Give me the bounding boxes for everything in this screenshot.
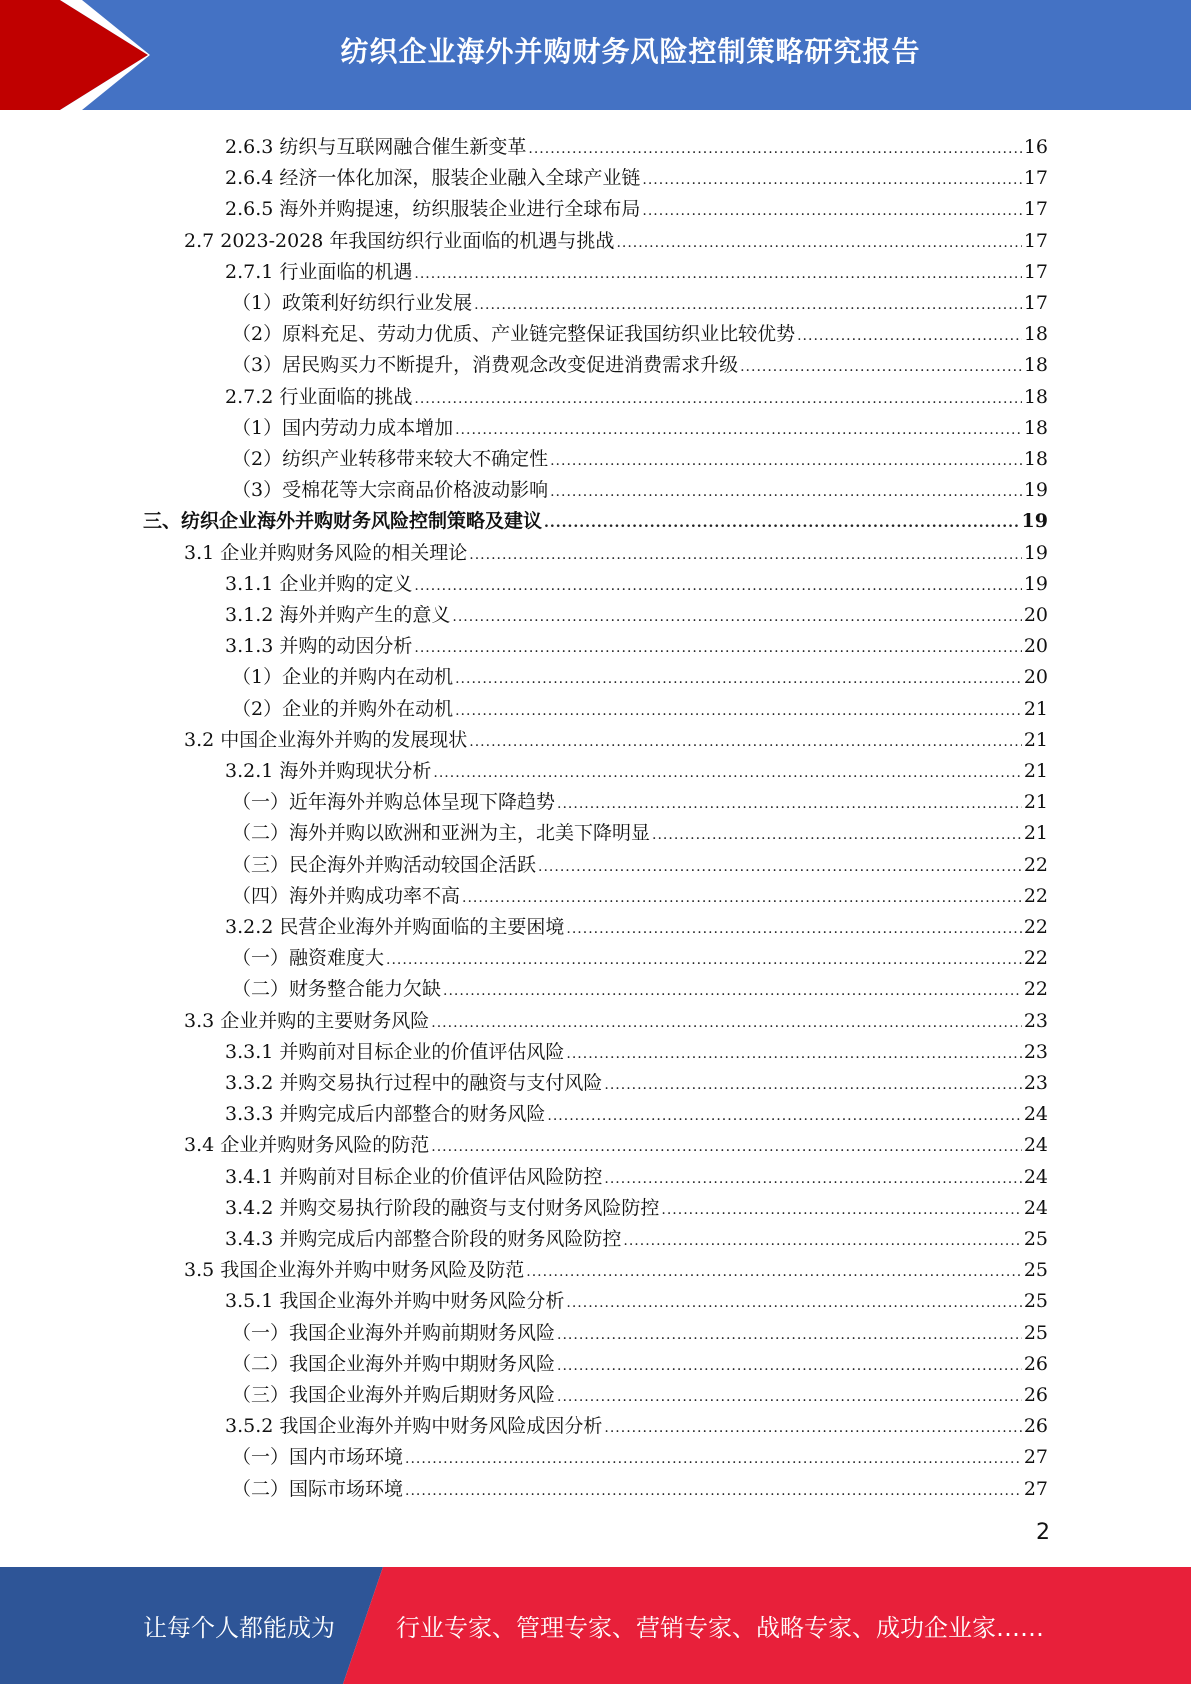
toc-entry[interactable] (225, 1407, 1048, 1438)
toc-dot-leader (386, 950, 1022, 970)
toc-entry[interactable] (225, 128, 1048, 159)
toc-dot-leader (566, 919, 1021, 939)
toc-dot-leader (528, 139, 1021, 159)
toc-entry[interactable] (225, 378, 1048, 409)
toc-dot-leader (455, 701, 1022, 721)
toc-entry[interactable] (225, 1158, 1048, 1189)
toc-entry[interactable] (232, 471, 1048, 502)
toc-entry-title: 3.3.3 并购完成后内部整合的财务风险 (225, 1103, 546, 1126)
toc-entry[interactable] (232, 877, 1048, 908)
toc-entry-page: 22 (1023, 916, 1048, 938)
toc-dot-leader (452, 607, 1021, 627)
toc-entry[interactable] (184, 1126, 1048, 1157)
toc-entry[interactable] (184, 1251, 1048, 1282)
toc-entry-page: 24 (1023, 1165, 1048, 1188)
toc-entry-title: 3.2.1 海外并购现状分析 (225, 760, 432, 782)
toc-entry-title: （2）原料充足、劳动力优质、产业链完整保证我国纺织业比较优势 (232, 323, 796, 346)
toc-entry-page: 21 (1023, 791, 1048, 814)
toc-entry[interactable] (225, 159, 1048, 190)
toc-dot-leader (623, 1231, 1021, 1251)
toc-entry-page: 20 (1023, 604, 1048, 626)
toc-entry-page: 25 (1023, 1228, 1048, 1250)
toc-dot-leader (469, 545, 1022, 565)
toc-dot-leader (433, 763, 1021, 783)
toc-entry-page: 23 (1023, 1072, 1048, 1094)
toc-entry-title: 2.6.5 海外并购提速，纺织服装企业进行全球布局 (225, 198, 641, 221)
toc-entry-title: 3.3.2 并购交易执行过程中的融资与支付风险 (225, 1072, 603, 1094)
toc-entry-page: 21 (1023, 728, 1048, 751)
toc-entry-title: （四）海外并购成功率不高 (232, 884, 461, 907)
toc-entry-page: 25 (1023, 1259, 1048, 1282)
toc-entry[interactable] (232, 409, 1048, 440)
toc-dot-leader (566, 1044, 1021, 1064)
toc-entry[interactable] (225, 1189, 1048, 1220)
toc-dot-leader (526, 1262, 1022, 1282)
toc-entry-title: （1）国内劳动力成本增加 (232, 416, 454, 439)
toc-entry-page: 27 (1023, 1477, 1048, 1500)
toc-entry-page: 23 (1023, 1040, 1048, 1063)
toc-entry-title: 3.5.2 我国企业海外并购中财务风险成因分析 (225, 1415, 603, 1438)
toc-dot-leader (557, 794, 1022, 814)
toc-entry-page: 21 (1023, 697, 1048, 720)
toc-entry[interactable] (232, 1470, 1048, 1501)
toc-entry-page: 21 (1023, 822, 1048, 845)
toc-entry[interactable] (225, 1064, 1048, 1095)
footer-slogan-right: 行业专家、管理专家、营销专家、战略专家、成功企业家…… (396, 1614, 1044, 1642)
toc-entry[interactable] (232, 1314, 1048, 1345)
toc-entry-page: 22 (1023, 947, 1048, 970)
toc-entry-title: （二）我国企业海外并购中期财务风险 (232, 1352, 556, 1375)
toc-entry-page: 26 (1023, 1384, 1048, 1406)
toc-dot-leader (538, 857, 1022, 877)
toc-entry-page: 25 (1023, 1290, 1048, 1313)
toc-entry[interactable] (225, 752, 1048, 783)
toc-entry-page: 26 (1023, 1415, 1048, 1438)
toc-entry-title: 3.3.1 并购前对目标企业的价值评估风险 (225, 1040, 565, 1063)
toc-dot-leader (661, 1200, 1021, 1220)
toc-entry-title: 三、纺织企业海外并购财务风险控制策略及建议 (143, 510, 543, 533)
toc-dot-leader (431, 1013, 1022, 1033)
toc-entry[interactable] (232, 939, 1048, 970)
toc-entry-title: （一）国内市场环境 (232, 1446, 404, 1469)
toc-dot-leader (414, 638, 1021, 658)
toc-entry[interactable] (225, 190, 1048, 221)
toc-entry-title: 2.7.2 行业面临的挑战 (225, 385, 413, 408)
toc-entry-page: 17 (1023, 292, 1048, 314)
toc-dot-leader (547, 1106, 1021, 1126)
toc-dot-leader (405, 1481, 1022, 1501)
toc-entry-title: （一）融资难度大 (232, 947, 385, 970)
toc-entry[interactable] (232, 284, 1048, 315)
toc-entry[interactable] (184, 222, 1048, 253)
header-banner (0, 0, 1191, 110)
toc-dot-leader (566, 1293, 1021, 1313)
toc-entry-title: 3.5.1 我国企业海外并购中财务风险分析 (225, 1290, 565, 1313)
toc-dot-leader (544, 513, 1020, 533)
toc-entry-title: 3.4.1 并购前对目标企业的价值评估风险防控 (225, 1165, 603, 1188)
toc-dot-leader (652, 825, 1022, 845)
toc-entry[interactable] (232, 1376, 1048, 1407)
toc-entry-title: 3.1 企业并购财务风险的相关理论 (184, 541, 468, 564)
toc-dot-leader (469, 732, 1022, 752)
toc-dot-leader (443, 981, 1022, 1001)
toc-dot-leader (414, 389, 1021, 409)
toc-entry-page: 17 (1023, 260, 1048, 283)
toc-entry-page: 24 (1023, 1196, 1048, 1219)
toc-entry-page: 19 (1023, 572, 1048, 595)
toc-dot-leader (557, 1356, 1022, 1376)
toc-entry-page: 17 (1023, 167, 1048, 190)
toc-entry-page: 22 (1023, 853, 1048, 876)
toc-dot-leader (462, 888, 1022, 908)
toc-entry-page: 22 (1023, 978, 1048, 1001)
toc-dot-leader (550, 482, 1022, 502)
toc-dot-leader (642, 170, 1021, 190)
toc-entry-title: （三）民企海外并购活动较国企活跃 (232, 853, 537, 876)
toc-entry[interactable] (184, 1002, 1048, 1033)
toc-dot-leader (557, 1325, 1022, 1345)
toc-entry-page: 16 (1023, 136, 1048, 158)
toc-entry-title: 3.1.3 并购的动因分析 (225, 635, 413, 658)
toc-entry-title: （3）居民购买力不断提升，消费观念改变促进消费需求升级 (232, 354, 739, 377)
toc-dot-leader (604, 1169, 1021, 1189)
toc-dot-leader (642, 201, 1021, 221)
toc-entry-title: （一）近年海外并购总体呈现下降趋势 (232, 791, 556, 814)
toc-dot-leader (550, 451, 1022, 471)
toc-entry-title: 3.4.3 并购完成后内部整合阶段的财务风险防控 (225, 1228, 622, 1250)
toc-entry[interactable] (225, 1220, 1048, 1251)
toc-entry-page: 18 (1023, 385, 1048, 408)
toc-entry-title: 3.2.2 民营企业海外并购面临的主要困境 (225, 916, 565, 938)
toc-entry-title: （二）国际市场环境 (232, 1477, 404, 1500)
toc-dot-leader (740, 357, 1022, 377)
toc-dot-leader (455, 420, 1022, 440)
toc-entry-page: 18 (1023, 354, 1048, 377)
toc-entry[interactable] (232, 970, 1048, 1001)
toc-entry-title: （一）我国企业海外并购前期财务风险 (232, 1321, 556, 1344)
toc-entry[interactable] (225, 565, 1048, 596)
toc-entry[interactable] (232, 783, 1048, 814)
toc-dot-leader (616, 233, 1021, 253)
toc-entry-page: 19 (1023, 541, 1048, 564)
toc-entry[interactable] (143, 502, 1048, 533)
toc-entry[interactable] (232, 315, 1048, 346)
toc-entry[interactable] (225, 1033, 1048, 1064)
toc-dot-leader (414, 264, 1021, 284)
toc-entry-title: （二）海外并购以欧洲和亚洲为主，北美下降明显 (232, 822, 651, 845)
toc-entry-page: 21 (1023, 760, 1048, 782)
toc-entry-page: 17 (1023, 229, 1048, 252)
toc-entry[interactable] (232, 440, 1048, 471)
toc-entry-title: 3.4.2 并购交易执行阶段的融资与支付财务风险防控 (225, 1196, 660, 1219)
toc-entry[interactable] (225, 1282, 1048, 1313)
toc-entry-title: 2.6.4 经济一体化加深，服装企业融入全球产业链 (225, 167, 641, 190)
toc-entry-title: 3.1.1 企业并购的定义 (225, 572, 413, 595)
toc-entry-page: 19 (1023, 479, 1048, 502)
toc-dot-leader (797, 326, 1022, 346)
toc-dot-leader (431, 1137, 1022, 1157)
toc-entry[interactable] (225, 1095, 1048, 1126)
toc-entry-title: 3.2 中国企业海外并购的发展现状 (184, 728, 468, 751)
toc-entry[interactable] (232, 658, 1048, 689)
toc-entry-title: （2）纺织产业转移带来较大不确定性 (232, 448, 549, 470)
toc-entry-title: 3.3 企业并购的主要财务风险 (184, 1009, 430, 1032)
toc-entry-title: （1）企业的并购内在动机 (232, 666, 454, 689)
toc-dot-leader (474, 295, 1022, 315)
toc-entry-title: （2）企业的并购外在动机 (232, 697, 454, 720)
toc-entry[interactable] (225, 627, 1048, 658)
toc-entry-title: 3.4 企业并购财务风险的防范 (184, 1134, 430, 1157)
toc-entry-page: 19 (1021, 510, 1048, 533)
toc-entry-title: 3.1.2 海外并购产生的意义 (225, 604, 451, 626)
toc-entry-page: 17 (1023, 198, 1048, 221)
toc-entry-title: （二）财务整合能力欠缺 (232, 978, 442, 1001)
report-title: 纺织企业海外并购财务风险控制策略研究报告 (340, 35, 921, 68)
toc-entry-page: 24 (1023, 1103, 1048, 1126)
footer-slogan-left: 让每个人都能成为 (143, 1614, 335, 1642)
toc-entry[interactable] (184, 534, 1048, 565)
toc-entry-title: 3.5 我国企业海外并购中财务风险及防范 (184, 1259, 525, 1282)
toc-entry-page: 18 (1023, 416, 1048, 439)
footer-banner (0, 1567, 1191, 1684)
toc-entry-title: 2.7 2023-2028 年我国纺织行业面临的机遇与挑战 (184, 229, 615, 252)
toc-entry-page: 27 (1023, 1446, 1048, 1469)
toc-entry[interactable] (232, 690, 1048, 721)
toc-entry[interactable] (184, 721, 1048, 752)
toc-entry-page: 23 (1023, 1009, 1048, 1032)
toc-entry-title: （3）受棉花等大宗商品价格波动影响 (232, 479, 549, 502)
toc-entry[interactable] (232, 1438, 1048, 1469)
toc-entry-title: 2.7.1 行业面临的机遇 (225, 260, 413, 283)
toc-entry-title: （三）我国企业海外并购后期财务风险 (232, 1384, 556, 1406)
toc-entry-page: 20 (1023, 635, 1048, 658)
toc-entry-title: （1）政策利好纺织行业发展 (232, 292, 473, 314)
toc-dot-leader (604, 1075, 1021, 1095)
toc-entry[interactable] (232, 846, 1048, 877)
toc-entry-page: 26 (1023, 1352, 1048, 1375)
toc-entry-page: 24 (1023, 1134, 1048, 1157)
toc-dot-leader (455, 669, 1022, 689)
toc-entry-title: 2.6.3 纺织与互联网融合催生新变革 (225, 136, 527, 158)
toc-entry-page: 25 (1023, 1321, 1048, 1344)
toc-entry[interactable] (232, 346, 1048, 377)
toc-dot-leader (604, 1418, 1021, 1438)
toc-entry[interactable] (232, 814, 1048, 845)
toc-entry-page: 22 (1023, 884, 1048, 907)
toc-entry[interactable] (225, 908, 1048, 939)
toc-dot-leader (557, 1387, 1022, 1407)
toc-entry[interactable] (225, 253, 1048, 284)
toc-entry-page: 20 (1023, 666, 1048, 689)
page-number: 2 (1036, 1520, 1050, 1545)
toc-entry[interactable] (232, 1345, 1048, 1376)
toc-entry-page: 18 (1023, 448, 1048, 470)
toc-entry-page: 18 (1023, 323, 1048, 346)
toc-dot-leader (405, 1449, 1022, 1469)
toc-dot-leader (414, 576, 1021, 596)
toc-entry[interactable] (225, 596, 1048, 627)
